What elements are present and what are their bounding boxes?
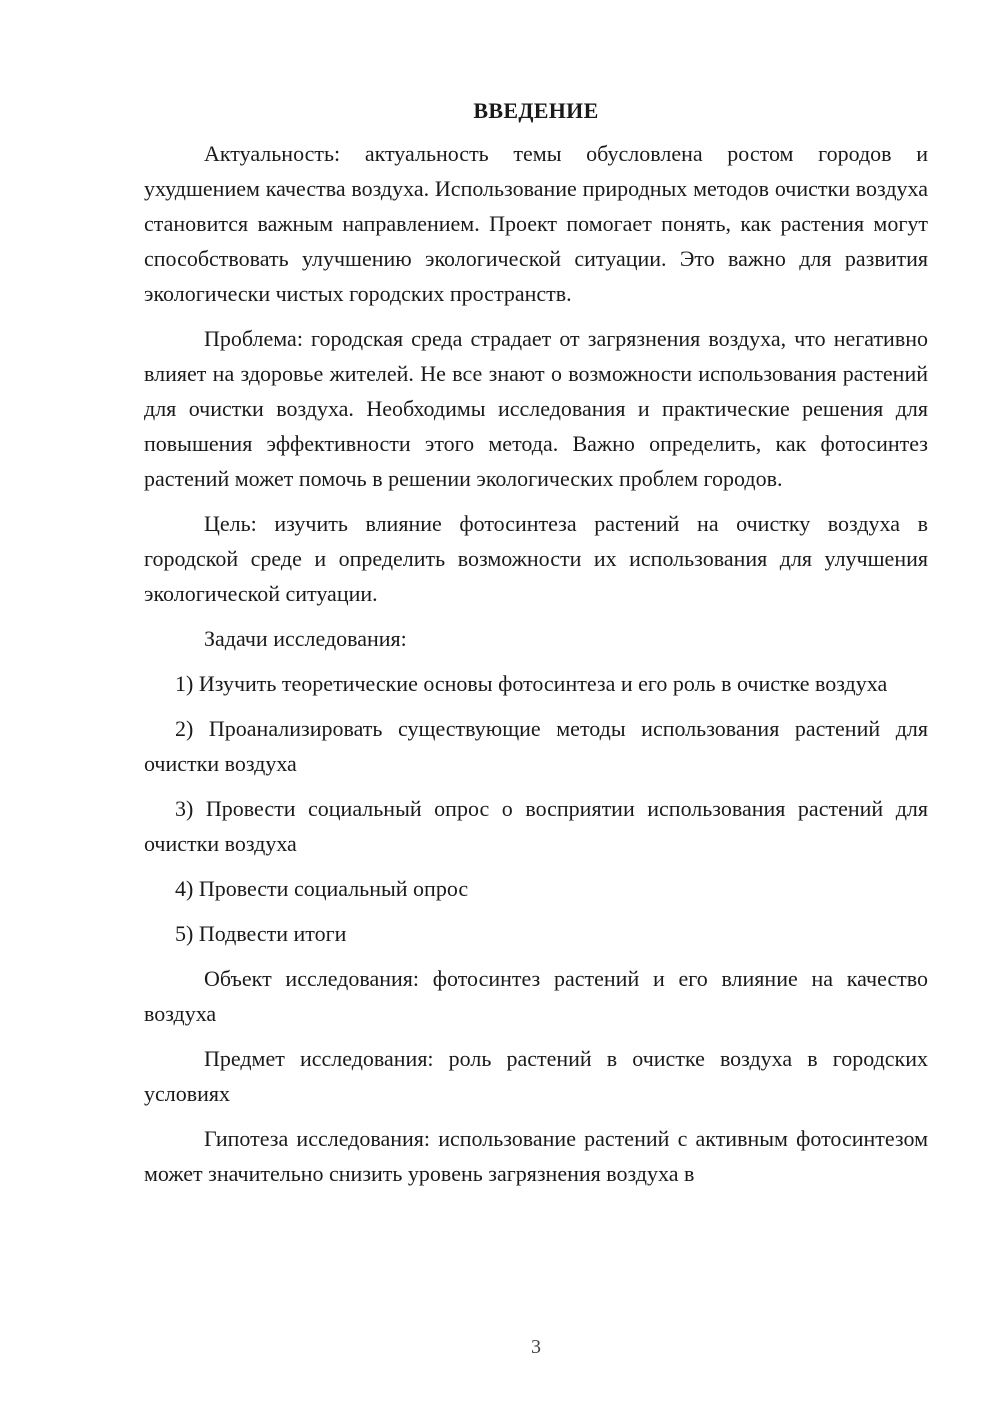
document-page [144,96,928,1191]
object-paragraph: Объект исследования: фотосинтез растений и его влияние на качество воздуха [144,966,928,1026]
goal-paragraph: Цель: изучить влияние фотосинтеза растений на очистку воздуха в городской среде и определить возможности их использования для улучшения экологической ситуации. [144,511,928,606]
page-number: 3 [531,1336,541,1358]
problem-paragraph: Проблема: городская среда страдает от загрязнения воздуха, что негативно влияет на здоровье жителей. Не все знают о возможности использования растений для очистки воздуха. Необходимы исследования и практические решения для повышения эффективности этого метода. Важно определить, как фотосинтез растений может помочь в решении экологических проблем городов. [144,326,928,491]
subject-paragraph: Предмет исследования: роль растений в очистке воздуха в городских условиях [144,1046,928,1106]
task-item-3: 3) Провести социальный опрос о восприятии использования растений для очистки воздуха [144,796,928,856]
task-item-1: 1) Изучить теоретические основы фотосинтеза и его роль в очистке воздуха [175,671,888,696]
section-heading: ВВЕДЕНИЕ [473,98,599,123]
tasks-heading: Задачи исследования: [204,626,407,651]
hypothesis-paragraph: Гипотеза исследования: использование растений с активным фотосинтезом может значительно снизить уровень загрязнения воздуха в [144,1126,928,1186]
task-item-5: 5) Подвести итоги [175,921,347,946]
task-item-2: 2) Проанализировать существующие методы использования растений для очистки воздуха [144,716,928,776]
relevance-paragraph: Актуальность: актуальность темы обусловлена ростом городов и ухудшением качества воздуха. Использование природных методов очистки воздуха становится важным направлением. Проект помогает понять, как растения могут способствовать улучшению экологической ситуации. Это важно для развития экологически чистых городских пространств. [144,141,928,306]
task-item-4: 4) Провести социальный опрос [175,876,469,901]
